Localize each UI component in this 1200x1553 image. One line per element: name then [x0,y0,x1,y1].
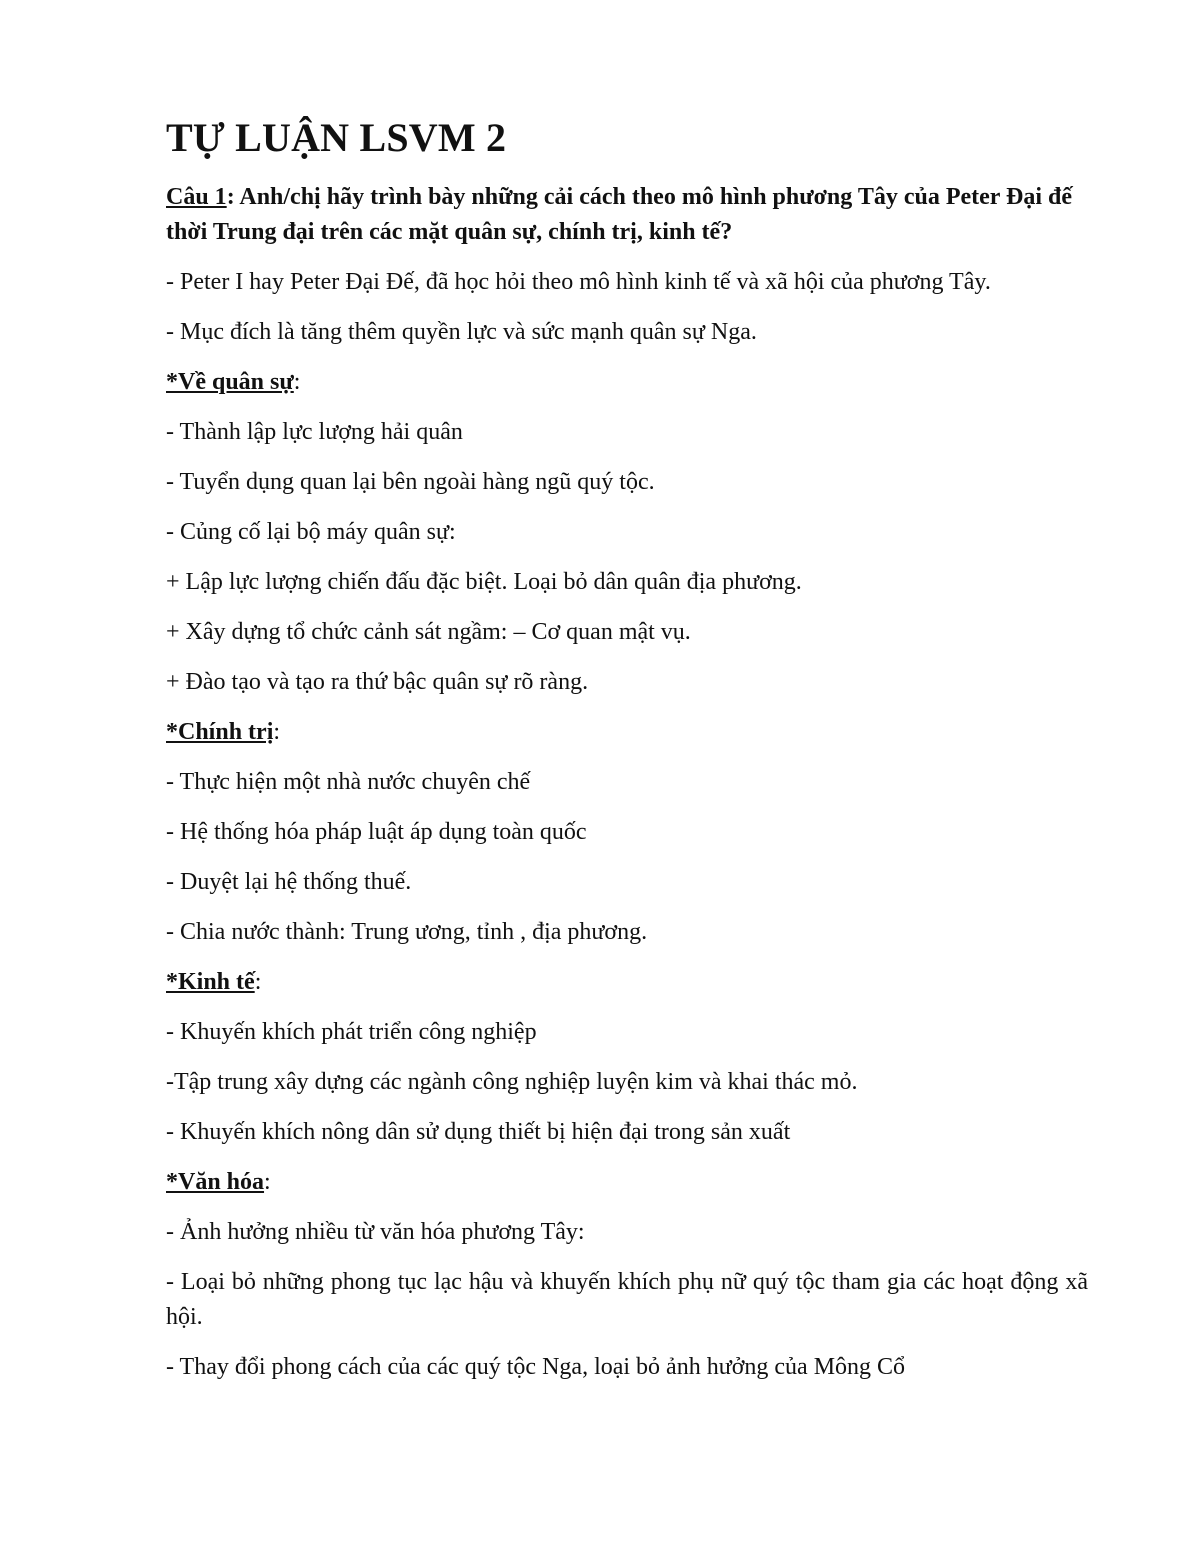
list-item: - Thực hiện một nhà nước chuyên chế [166,769,531,795]
list-item: - Khuyến khích nông dân sử dụng thiết bị hiện đại trong sản xuất [166,1119,791,1145]
list-item: + Đào tạo và tạo ra thứ bậc quân sự rõ ràng. [166,669,589,695]
list-item: - Củng cố lại bộ máy quân sự: [166,519,456,545]
question-1 [166,180,1088,250]
question-text: : Anh/chị hãy trình bày những cải cách theo mô hình phương Tây của Peter Đại đế thời Trung đại trên các mặt quân sự, chính trị, kinh tế? [166,184,1073,245]
list-item: - Loại bỏ những phong tục lạc hậu và khuyến khích phụ nữ quý tộc tham gia các hoạt động xã hội. [166,1269,1088,1330]
list-item: - Hệ thống hóa pháp luật áp dụng toàn quốc [166,819,587,845]
document-page [166,112,1088,1385]
section-heading-colon: : [264,1169,271,1195]
list-item: + Xây dựng tổ chức cảnh sát ngầm: – Cơ quan mật vụ. [166,619,691,645]
section-heading-text: *Về quân sự [166,369,294,395]
list-item: - Thay đổi phong cách của các quý tộc Nga, loại bỏ ảnh hưởng của Mông Cổ [166,1354,906,1380]
section-heading-culture [166,1165,1088,1200]
question-label: Câu 1 [166,184,227,210]
list-item: - Ảnh hưởng nhiều từ văn hóa phương Tây: [166,1219,585,1245]
list-item: - Duyệt lại hệ thống thuế. [166,869,412,895]
document-title: TỰ LUẬN LSVM 2 [166,115,507,160]
list-item: -Tập trung xây dựng các ngành công nghiệp luyện kim và khai thác mỏ. [166,1069,858,1095]
intro-paragraph: - Mục đích là tăng thêm quyền lực và sức mạnh quân sự Nga. [166,319,757,345]
list-item: + Lập lực lượng chiến đấu đặc biệt. Loại bỏ dân quân địa phương. [166,569,802,595]
section-heading-colon: : [273,719,281,745]
intro-paragraph: - Peter I hay Peter Đại Đế, đã học hỏi theo mô hình kinh tế và xã hội của phương Tây. [166,269,991,295]
section-heading-politics [166,715,1088,750]
section-heading-military [166,365,1088,400]
section-heading-text: *Chính trị [166,719,274,745]
section-heading-colon: : [254,969,262,995]
list-item: - Tuyển dụng quan lại bên ngoài hàng ngũ quý tộc. [166,469,655,495]
list-item: - Khuyến khích phát triển công nghiệp [166,1019,537,1045]
list-item: - Chia nước thành: Trung ương, tỉnh , địa phương. [166,919,648,945]
section-heading-text: *Kinh tế [166,969,255,995]
section-heading-text: *Văn hóa [166,1169,265,1195]
section-heading-economy [166,965,1088,1000]
list-item: - Thành lập lực lượng hải quân [166,419,463,445]
section-heading-colon: : [293,369,301,395]
